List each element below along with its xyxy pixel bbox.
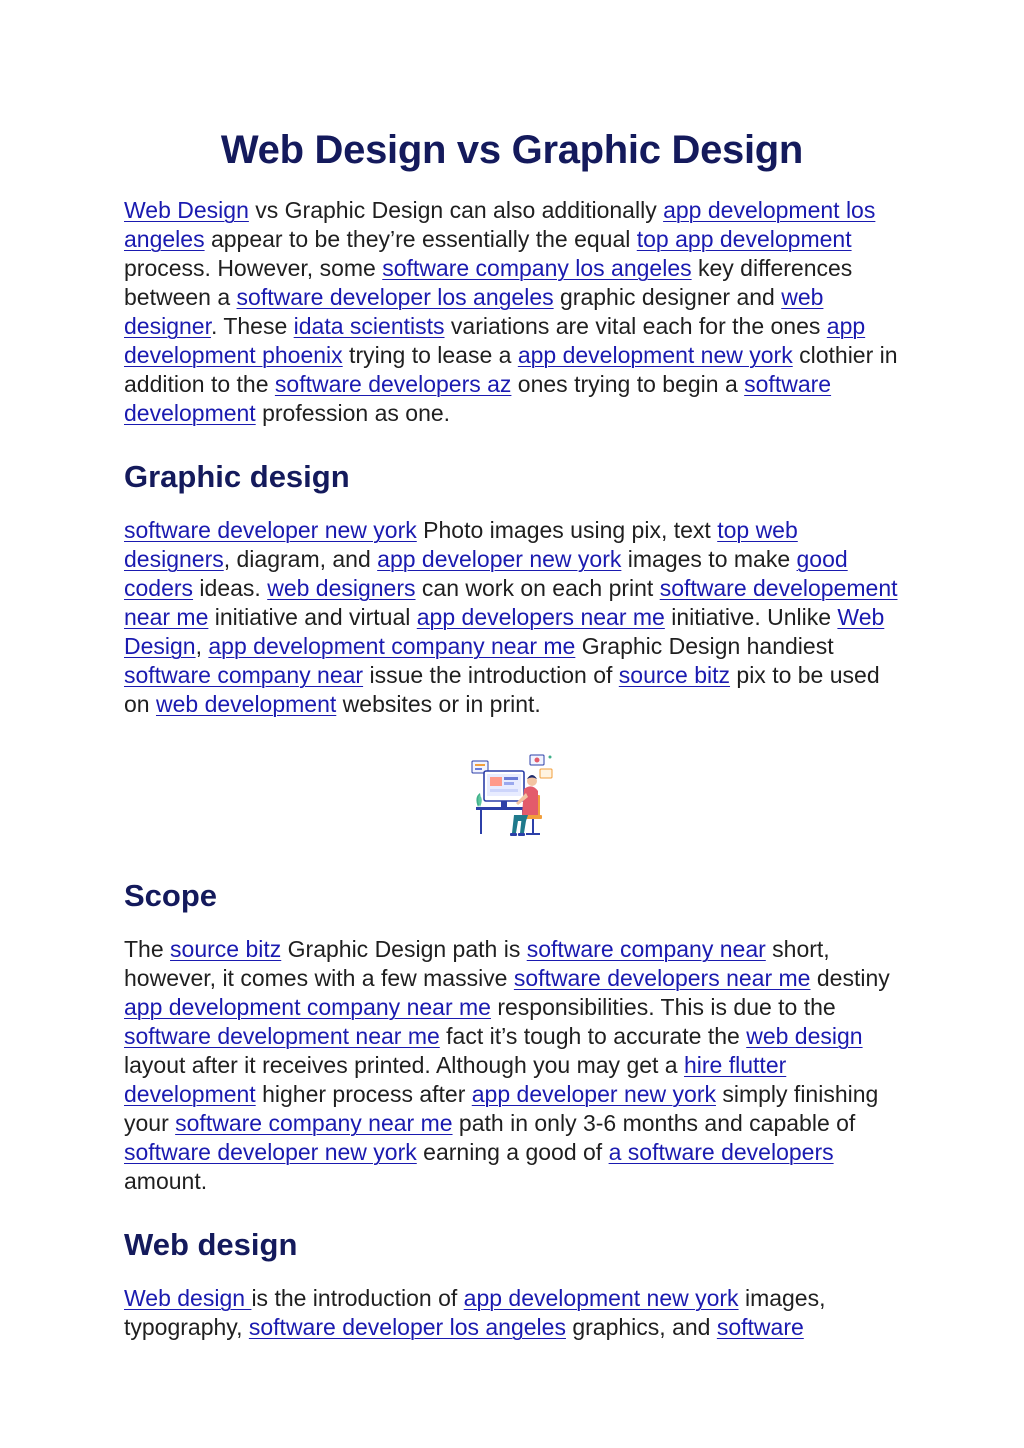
inline-link[interactable]: app development new york <box>517 342 793 368</box>
body-text: ones trying to begin a <box>511 371 745 397</box>
scope-paragraph <box>124 935 904 1196</box>
inline-link[interactable]: source bitz <box>618 662 731 688</box>
body-text: issue the introduction of <box>363 662 619 688</box>
inline-link[interactable]: software developer new york <box>124 1139 417 1165</box>
body-text: amount. <box>124 1168 208 1194</box>
body-text: layout after it receives printed. Although you may get a <box>124 1052 684 1078</box>
body-text: fact it’s tough to accurate the <box>439 1023 747 1049</box>
inline-link[interactable]: software developer los angeles <box>248 1314 566 1340</box>
inline-link[interactable]: app developer new york <box>471 1081 716 1107</box>
inline-link[interactable]: software company near <box>526 936 766 962</box>
body-text: higher process after <box>255 1081 472 1107</box>
body-text: variations are vital each for the ones <box>444 313 827 339</box>
inline-link[interactable]: software company near me <box>175 1110 453 1136</box>
inline-link[interactable]: software company near <box>124 662 364 688</box>
body-text: profession as one. <box>255 400 451 426</box>
body-text: initiative. Unlike <box>664 604 838 630</box>
body-text: Graphic Design path is <box>281 936 527 962</box>
body-text: vs Graphic Design can also additionally <box>248 197 664 223</box>
body-text: Photo images using pix, text <box>416 517 718 543</box>
inline-link[interactable]: top app development <box>636 226 852 252</box>
body-text: Graphic Design handiest <box>575 633 834 659</box>
inline-link[interactable]: app development company near me <box>208 633 576 659</box>
inline-link[interactable]: app development company near me <box>124 994 491 1020</box>
body-text: initiative and virtual <box>208 604 417 630</box>
web-design-paragraph <box>124 1284 904 1342</box>
inline-link[interactable]: web development <box>155 691 337 717</box>
body-text: clothier in addition to the <box>124 342 898 397</box>
inline-link[interactable]: a software developers <box>608 1139 834 1165</box>
body-text: earning a good of <box>416 1139 609 1165</box>
inline-link[interactable]: Web design <box>124 1285 252 1311</box>
body-text: images, typography, <box>124 1285 826 1340</box>
body-text: simply finishing your <box>124 1081 879 1136</box>
body-text: graphics, and <box>565 1314 717 1340</box>
heading-web-design: Web design <box>124 1227 298 1262</box>
inline-link[interactable]: good coders <box>124 546 848 601</box>
designer-illustration-icon <box>466 749 558 841</box>
body-text: , diagram, and <box>223 546 378 572</box>
inline-link[interactable]: software developers az <box>274 371 512 397</box>
inline-link[interactable]: app development phoenix <box>124 313 866 368</box>
body-text: key differences between a <box>124 255 853 310</box>
inline-link[interactable]: app development los angeles <box>124 197 876 252</box>
body-text: websites or in print. <box>336 691 541 717</box>
inline-link[interactable]: software developer los angeles <box>236 284 554 310</box>
inline-link[interactable]: software development <box>124 371 832 426</box>
inline-link[interactable]: software company los angeles <box>382 255 692 281</box>
body-text: destiny <box>810 965 890 991</box>
inline-link[interactable]: Web Design <box>124 604 885 659</box>
inline-link[interactable]: app developer new york <box>377 546 622 572</box>
body-text: images to make <box>621 546 797 572</box>
inline-link[interactable]: app developers near me <box>416 604 665 630</box>
web-designer-at-desk-illustration <box>466 749 558 841</box>
inline-link[interactable]: software development near me <box>124 1023 440 1049</box>
graphic-design-paragraph <box>124 516 904 719</box>
inline-link[interactable]: web designers <box>267 575 416 601</box>
body-text: path in only 3-6 months and capable of <box>452 1110 856 1136</box>
inline-link[interactable]: top web designers <box>124 517 798 572</box>
body-text: can work on each print <box>415 575 660 601</box>
body-text: trying to lease a <box>342 342 518 368</box>
body-text: ideas. <box>193 575 268 601</box>
intro-paragraph <box>124 196 904 428</box>
body-text: short, however, it comes with a few massive <box>124 936 830 991</box>
inline-link[interactable]: software <box>716 1314 804 1340</box>
body-text: , <box>195 633 209 659</box>
inline-link[interactable]: hire flutter development <box>124 1052 787 1107</box>
body-text: pix to be used on <box>124 662 880 717</box>
body-text: The <box>124 936 171 962</box>
heading-scope: Scope <box>124 878 218 913</box>
body-text: appear to be they’re essentially the equal <box>204 226 637 252</box>
body-text: is the introduction of <box>251 1285 464 1311</box>
inline-link[interactable]: Web Design <box>124 197 249 223</box>
inline-link[interactable]: software developement near me <box>124 575 898 630</box>
inline-link[interactable]: software developer new york <box>124 517 417 543</box>
body-text: process. However, some <box>124 255 383 281</box>
inline-link[interactable]: web designer <box>124 284 824 339</box>
inline-link[interactable]: software developers near me <box>513 965 811 991</box>
body-text: responsibilities. This is due to the <box>490 994 836 1020</box>
body-text: graphic designer and <box>553 284 782 310</box>
inline-link[interactable]: idata scientists <box>293 313 445 339</box>
body-text: . These <box>210 313 294 339</box>
inline-link[interactable]: source bitz <box>170 936 282 962</box>
inline-link[interactable]: web design <box>746 1023 863 1049</box>
page-title: Web Design vs Graphic Design <box>220 128 804 172</box>
heading-graphic-design: Graphic design <box>124 459 350 494</box>
inline-link[interactable]: app development new york <box>463 1285 739 1311</box>
